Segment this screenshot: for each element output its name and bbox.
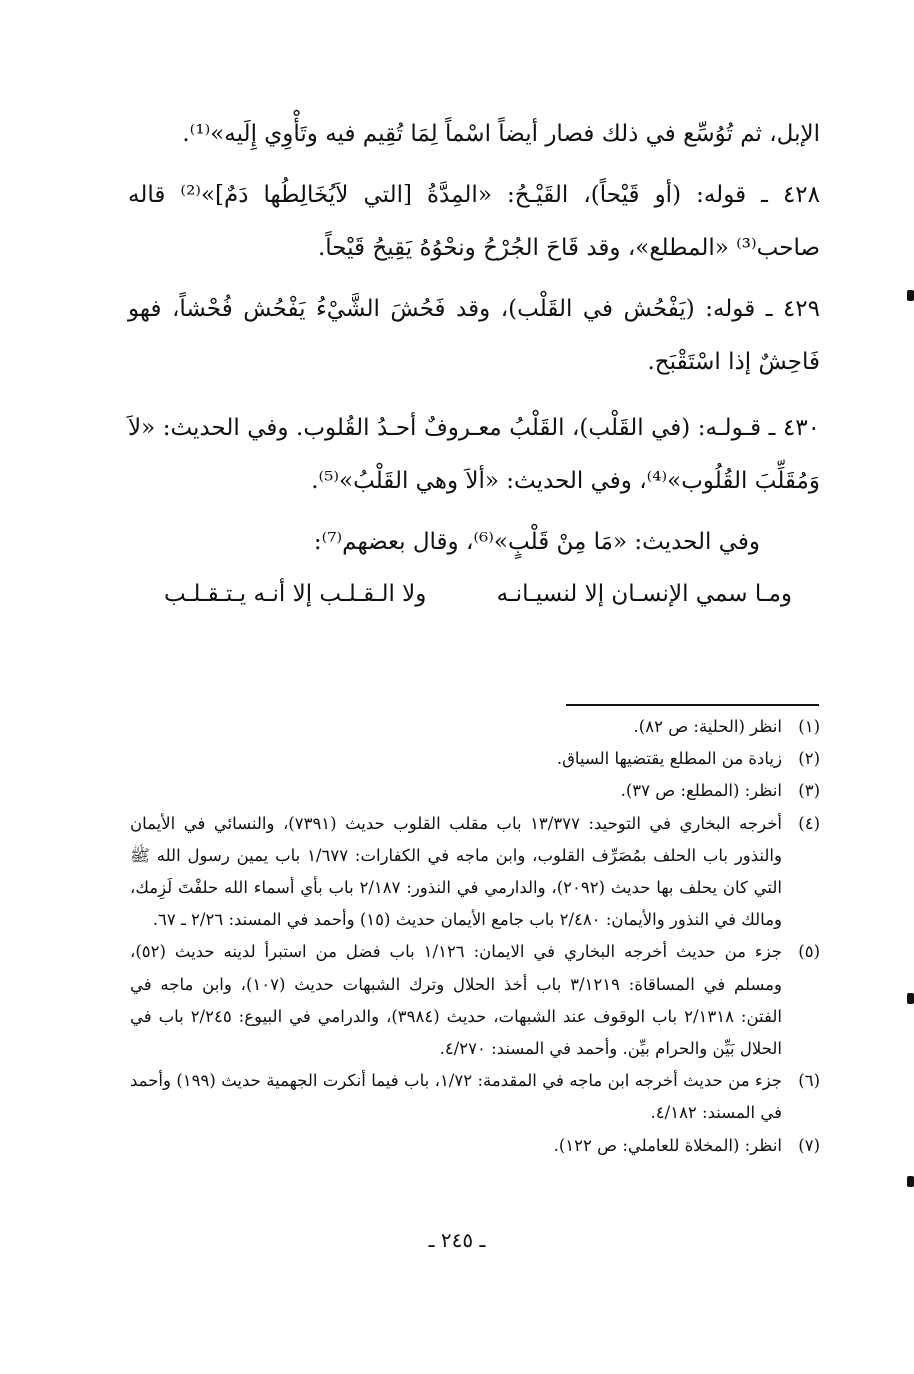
footnote bbox=[130, 936, 820, 1065]
main-text bbox=[128, 108, 820, 619]
footnote bbox=[130, 1065, 820, 1129]
hadith-line: وفي الحديث: «مَا مِنْ قَلْبٍ»⁽⁶⁾، وقال بعضهم⁽⁷⁾: bbox=[313, 529, 760, 555]
footnote bbox=[130, 1130, 820, 1162]
footnote-text: زيادة من المطلع يقتضيها السياق. bbox=[556, 749, 782, 769]
page-number: ـ ٢٤٥ ـ bbox=[428, 1228, 486, 1252]
footnotes bbox=[130, 711, 820, 1162]
footnote bbox=[130, 775, 820, 807]
footnote bbox=[130, 711, 820, 743]
footnote-number: (١) bbox=[798, 717, 820, 736]
scan-mark bbox=[907, 993, 914, 1004]
footnote-number: (٣) bbox=[798, 781, 820, 801]
footnote-text: جزء من حديث أخرجه البخاري في الايمان: ١/١٢٦ باب فضل من استبرأ لدينه حديث (٥٢)، ومسلم في المساقاة: ٣/١٢١٩ باب أخذ الحلال وترك الشبهات حديث (١٠٧)، وابن ماجه في الفتن: ٢/١٣١٨ باب الوقوف عند الشبهات، حديث (٣٩٨٤)، والدرامي في البيوع: ٢/٢٤٥ باب في الحلال بَيِّن والحرام بيِّن. وأحمد في المسند: ٤/٢٧٠. bbox=[130, 942, 782, 1059]
footnote-text: انظر: (المخلاة للعاملي: ص ١٢٢). bbox=[553, 1135, 782, 1155]
footnote-text: جزء من حديث أخرجه ابن ماجه في المقدمة: ١/٧٢، باب فيما أنكرت الجهمية حديث (١٩٩) وأحمد في المسند: ٤/١٨٢. bbox=[130, 1071, 783, 1123]
scan-mark bbox=[907, 1176, 914, 1187]
entry-430: ٤٣٠ ـ قـولـه: (في القَلْب)، القَلْبُ معـروفٌ أحـدُ القُلوب. وفي الحديث: «لاَ وَمُقَلِّبَ القُلُوب»⁽⁴⁾، وفي الحديث: «ألاَ وهي القَلْبُ»⁽⁵⁾. bbox=[128, 415, 820, 494]
footnote-text: أخرجه البخاري في التوحيد: ١٣/٣٧٧ باب مقلب القلوب حديث (٧٣٩١)، والنسائي في الأيمان والنذور باب الحلف بمُصَرِّف القلوب، وابن ماجه في الكفارات: ١/٦٧٧ باب يمين رسول الله ﷺ التي كان يحلف بها حديث (٢٠٩٢)، والدارمي في النذور: ٢/١٨٧ باب بأي أسماء الله حلفْتَ لَزِمك، ومالك في النذور والأيمان: ٢/٤٨٠ باب جامع الأيمان حديث (١٥) وأحمد في المسند: ٢/٢٦ ـ ٦٧. bbox=[130, 813, 783, 930]
footnote bbox=[130, 808, 820, 937]
scan-mark bbox=[907, 290, 914, 301]
entry-428: ٤٢٨ ـ قوله: (أو قَيْحاً)، القَيْـحُ: «المِدَّةُ [التي لاَيُخَالِطُها دَمٌ]»⁽²⁾ قاله صاحب⁽³⁾ «المطلع»، وقد قَاحَ الجُرْحُ ونحْوُهُ يَقِيحُ قَيْحاً. bbox=[128, 182, 820, 261]
footnote-number: (٤) bbox=[798, 813, 820, 833]
footnote bbox=[130, 743, 820, 775]
footnote-number: (٢) bbox=[798, 749, 820, 769]
entry-429: ٤٢٩ ـ قوله: (يَفْحُش في القَلْب)، وقد فَحُشَ الشَّيْءُ يَفْحُش فُحْشاً، فهو فَاحِشٌ إذا اسْتَقْبَح. bbox=[128, 296, 820, 375]
footnote-number: (٥) bbox=[798, 942, 820, 962]
footnote-text: انظر (الحلية: ص ٨٢). bbox=[633, 717, 782, 736]
verse-second-hemistich: ولا الـقـلـب إلا أنـه يـتـقـلـب bbox=[164, 581, 427, 607]
paragraph-continuation: الإبل، ثم تُوُسِّع في ذلك فصار أيضاً اسْماً لِمَا تُقِيم فيه وتَأْوِي إِلَيه»⁽¹⁾. bbox=[182, 121, 820, 147]
footnote-text: انظر: (المطلع: ص ٣٧). bbox=[620, 781, 782, 801]
poetry-verse bbox=[128, 569, 820, 619]
footnote-number: (٦) bbox=[798, 1071, 820, 1091]
footnote-separator bbox=[566, 704, 819, 706]
verse-first-hemistich: ومـا سمي الإنسـان إلا لنسيـانـه bbox=[496, 581, 792, 607]
footnote-number: (٧) bbox=[798, 1135, 820, 1155]
